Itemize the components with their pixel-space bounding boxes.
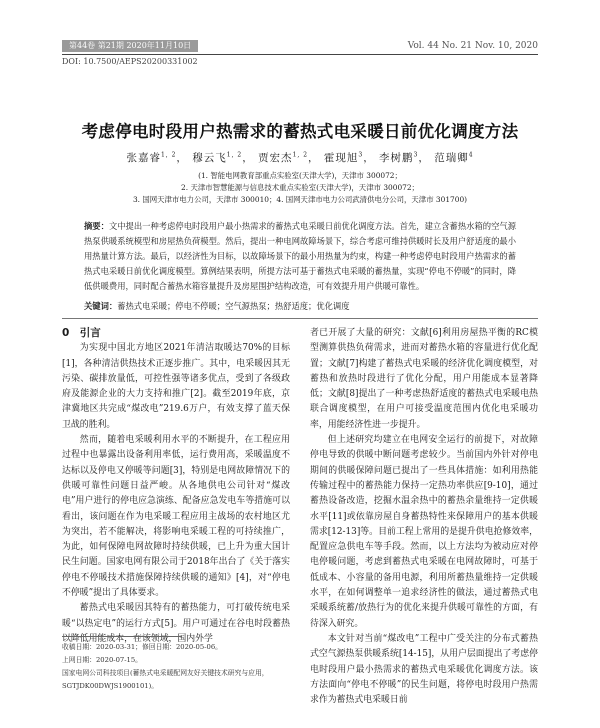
- abstract-label: 摘要：: [84, 221, 109, 231]
- author-name: 霍现旭: [323, 152, 359, 164]
- author-affil-mark: 1, 2: [226, 151, 243, 159]
- affiliation-line: 2. 天津市智慧能源与信息技术重点实验室(天津大学)，天津市 300072；: [181, 183, 419, 192]
- author-affil-mark: 1, 2: [160, 151, 177, 159]
- footnotes: [62, 641, 290, 693]
- body-paragraph: 者已开展了大量的研究：文献[6]利用房屋热平衡的RC模型测算供热负荷需求，进而对蓄热水箱的容量进行优化配置；文献[7]构建了蓄热式电采暖的经济优化调度模型，对蓄热和放热时段进行了优化分配，用户用能成本显著降低；文献[8]提出了一种考虑热舒适度的蓄热式电采暖电热联合调度模型，在用户可接受温度范围内优化电采暖功率，用能经济性进一步提升。: [310, 328, 538, 430]
- footnote-received: 收稿日期：2020-03-31；修回日期：2020-05-06。: [62, 643, 222, 651]
- author-separator: ，: [363, 152, 375, 164]
- author-name: 穆云飞: [192, 152, 227, 164]
- abstract-text: 文中提出一种考虑停电时段用户最小热需求的蓄热式电采暖日前优化调度方法。首先，建立含蓄热水箱的空气源热泵供暖系统模型和房屋热负荷模型。然后，提出一种电网故障场景下，综合考虑可维持供暖时长及用户舒适度的最小用热量计算方法。最后，以经济性为目标，以故障场景下的最小用热量为约束，构建一种考虑停电时段用户热需求的蓄热式电采暖日前优化调度模型。算例结果表明，所提方法可基于蓄热式电采暖的蓄热量，实现“停电不停暖”的同时，降低供暖费用，同时配合蓄热水箱容量提升及房屋围护结构改造，可有效提升用户供暖可靠性。: [84, 221, 516, 291]
- author-separator: ，: [418, 152, 430, 164]
- author-separator: ，: [308, 152, 320, 164]
- right-column: [310, 326, 538, 708]
- keywords-text: 蓄热式电采暖；停电不停暖；空气源热泵；热舒适度；优化调度: [117, 301, 350, 311]
- doi: DOI: 10.7500/AEPS20200331002: [62, 57, 198, 66]
- author-separator: ，: [176, 152, 188, 164]
- abstract: [84, 219, 516, 294]
- journal-issue-banner: 第44卷 第21期 2020年11月10日: [62, 40, 198, 52]
- affiliation-line: 3. 国网天津市电力公司，天津市 300010；4. 国网天津市电力公司武清供电分公司，天津市 301700): [132, 195, 468, 204]
- section-divider: [62, 318, 538, 319]
- author-list: [40, 150, 560, 165]
- author-name: 李树鹏: [379, 152, 414, 164]
- affiliation-line: (1. 智能电网教育部重点实验室(天津大学)，天津市 300072；: [198, 171, 402, 180]
- author-affil-mark: 1, 2: [292, 151, 309, 159]
- author-name: 范瑞卿: [434, 152, 469, 164]
- section-heading-introduction: 0 引言: [62, 327, 101, 339]
- footnote-funding: 国家电网公司科技项目(蓄热式电采暖配网友好关键技术研究与应用，SGTJDK00DWJS1900101)。: [62, 669, 269, 690]
- body-paragraph: 本文针对当前“煤改电”工程中广受关注的分布式蓄热式空气源热泵供暖系统[14-15]，从用户层面提出了考虑停电时段用户最小热需求的蓄热式电采暖优化调度方法。该方法面向“停电不停暖”的民生问题，将停电时段用户热需求作为蓄热式电采暖日前: [310, 633, 538, 706]
- keywords-label: 关键词：: [84, 301, 118, 311]
- body-paragraph: 为实现中国北方地区2021年清洁取暖达70%的目标[1]，各种清洁供热技术正逐步推广。其中，电采暖因其无污染、碳排放量低，可控性强等诸多优点，受到了各级政府及能源企业的大力支持和推广[2]。截至2019年底，京津冀地区共完成“煤改电”219.6万户，有效支撑了蓝天保卫战的胜利。: [62, 343, 290, 430]
- paper-title: 考虑停电时段用户热需求的蓄热式电采暖日前优化调度方法: [81, 122, 519, 141]
- author-name: 张嘉睿: [126, 152, 161, 164]
- body-paragraph: 然而，随着电采暖利用水平的不断提升，在工程应用过程中也暴露出设备利用率低，运行费用高，采暖温度不达标以及停电又停暖等问题[3]，特别是电网故障情况下的供暖可靠性问题日益严峻。从各地供电公司针对“煤改电”用户进行的停电应急演练、配备应急发电车等措施可以看出，该问题在作为电采暖工程应用主战场的农村地区尤为突出，若不能解决，将影响电采暖工程的可持续推广，为此，如何保障电网故障时持续供暖，已上升为重大国计民生问题。国家电网有限公司于2018年出台了《关于落实停电不停暖技术措施保障持续供暖的通知》[4]，对“停电不停暖”提出了具体要求。: [62, 435, 290, 599]
- body-paragraph: 蓄热式电采暖因其特有的蓄热能力，可打破传统电采暖“以热定电”的运行方式[5]。用户可通过在谷电时段蓄热以降低用能成本，在该领域，国内外学: [62, 603, 290, 644]
- left-column: [62, 326, 290, 647]
- body-paragraph: 但上述研究均建立在电网安全运行的前提下，对故障停电导致的供暖中断问题考虑较少。当前国内外针对停电期间的供暖保障问题已提出了一些具体措施：如利用热能传输过程中的蓄热能力保持一定热功率供应[9-10]，通过蓄热设备改造，挖掘水温余热中的蓄热余量维持一定供暖水平[11]或依靠房屋自身蓄热特性来保障用户的基本供暖需求[12-13]等。目前工程上常用的是提升供电抢修效率，配置应急供电车等手段。然而，以上方法均为被动应对停电停暖问题，考虑到蓄热式电采暖在电网故障时，可基于低成本、小容量的备用电源，利用所蓄热量维持一定供暖水平，在如何调整单一追求经济性的做法，通过蓄热式电采暖系统蓄/放热行为的优化来提升供暖可靠性的方面，有待深入研究。: [310, 435, 538, 629]
- footnote-online: 上网日期：2020-07-15。: [62, 656, 142, 664]
- author-name: 贾宏杰: [258, 152, 293, 164]
- author-affil-mark: 3: [358, 151, 364, 159]
- author-affil-mark: 4: [468, 151, 474, 159]
- keywords: [84, 300, 516, 312]
- header-rule: [62, 54, 538, 55]
- author-separator: ，: [242, 152, 254, 164]
- footnote-rule: [62, 636, 182, 637]
- journal-volume: Vol. 44 No. 21 Nov. 10, 2020: [407, 41, 538, 51]
- author-affil-mark: 3: [413, 151, 419, 159]
